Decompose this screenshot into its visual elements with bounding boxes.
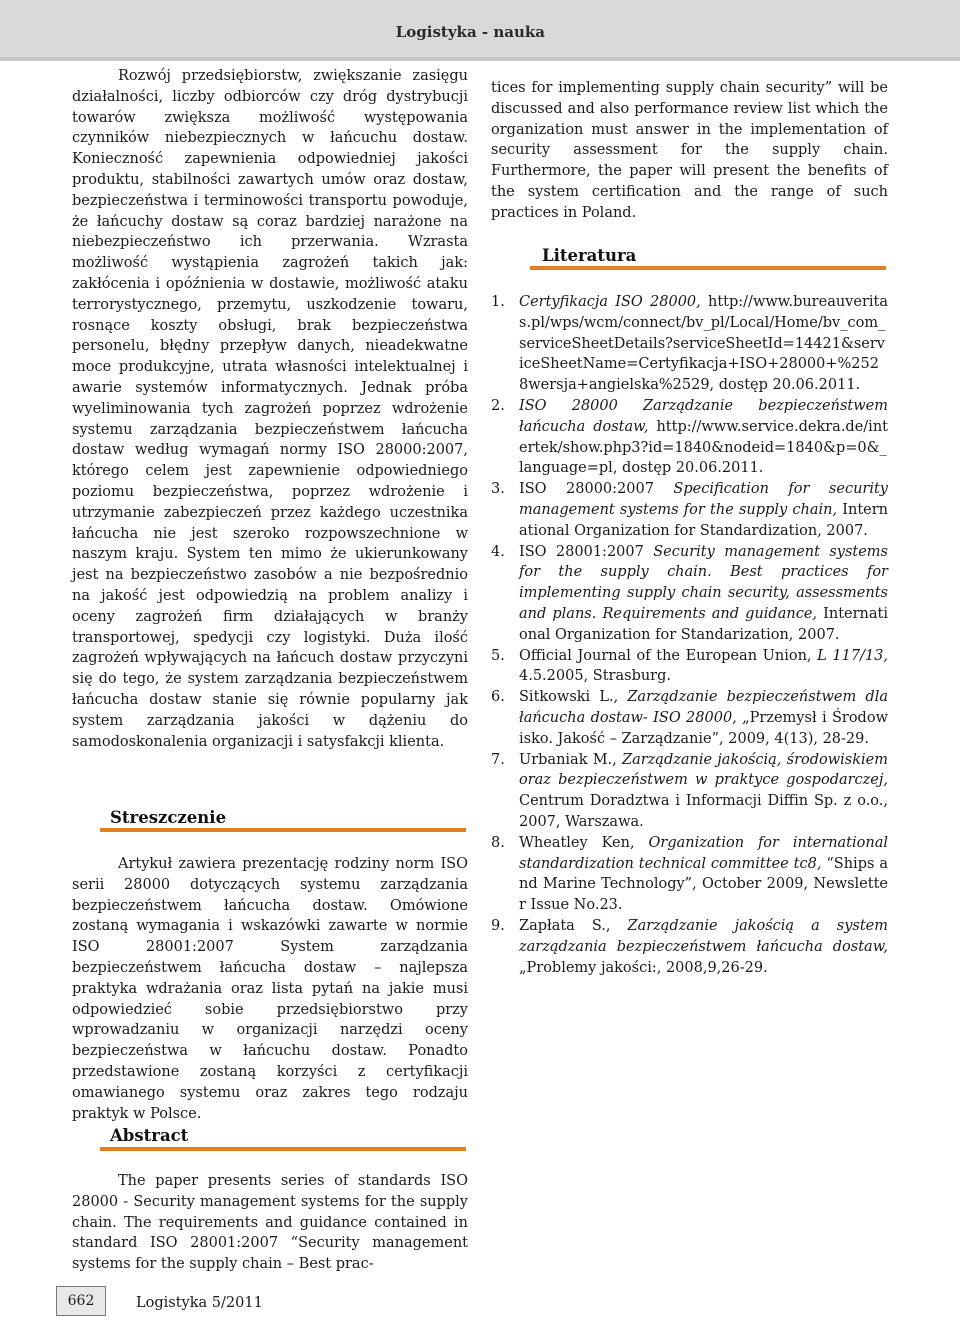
references-list — [491, 292, 888, 978]
reference-author: Official Journal of the European Union, — [519, 647, 818, 664]
reference-author: Sitkowski L., — [519, 689, 628, 706]
reference-details: 4.5.2005, Strasburg. — [519, 668, 672, 685]
reference-author: Wheatley Ken, — [519, 834, 649, 851]
reference-number: 4. — [491, 543, 505, 560]
streszczenie-heading: Streszczenie — [110, 808, 227, 827]
reference-author: ISO 28001:2007 — [519, 543, 654, 560]
reference-author: Urbaniak M., — [519, 751, 623, 768]
reference-title: L 117/13, — [817, 647, 889, 664]
reference-title: Zarządzanie bezpieczeństwem dla łańcucha dostaw- ISO 28000, — [519, 689, 888, 726]
reference-title: Organization for international standardization technical committee tc8, — [519, 834, 888, 872]
reference-number: 8. — [491, 834, 505, 851]
reference-details: „Problemy jakości:, 2008,9,26-29. — [519, 959, 768, 976]
reference-title: Specification for security management systems for the supply chain, — [519, 481, 888, 518]
streszczenie-block — [72, 854, 468, 1124]
reference-details: Centrum Doradztwa i Informacji Diffin Sp. z o.o., 2007, Warszawa. — [519, 793, 888, 830]
reference-number: 7. — [491, 751, 505, 768]
reference-number: 6. — [491, 689, 505, 706]
reference-item — [491, 479, 888, 541]
abstract-block — [72, 1171, 468, 1275]
abstract-continued: tices for implementing supply chain security” will be discussed and also performance review list which the organization must answer in the implementation of security assessment for the supply chain. Furthermore, the paper will present the benefits of the system certification and the range of such practices in Poland. — [491, 80, 888, 221]
running-header-title: Logistyka - nauka — [395, 23, 545, 41]
reference-title: Certyfikacja ISO 28000, — [519, 294, 701, 310]
reference-number: 5. — [491, 647, 505, 664]
reference-title: ISO 28000 Zarządzanie bezpieczeństwem łańcucha dostaw, — [519, 397, 888, 435]
abstract-text: The paper presents series of standards ISO 28000 - Security management systems for the supply chain. The requirements and guidance contained in standard ISO 28001:2007 “Security management systems for the supply chain – Best prac- — [72, 1173, 468, 1273]
streszczenie-text: Artykuł zawiera prezentację rodziny norm ISO serii 28000 dotyczących systemu zarządzania bezpieczeństwem łańcucha dostaw. Omówione zostaną wymagania i wskazówki zawarte w normie ISO 28001:2007 System zarządzania bezpieczeństwem łańcucha dostaw – najlepsza praktyka wdrażania oraz lista pytań na jakie musi odpowiedzieć sobie przedsiębiorstwo przy wprowadzaniu w organizacji narzędzi oceny bezpieczeństwa w łańcuchu dostaw. Ponadto przedstawione zostaną korzyści z certyfikacji omawianego systemu oraz zakres tego rodzaju praktyk w Polsce. — [72, 856, 468, 1122]
page-number: 662 — [67, 1293, 95, 1309]
reference-title: Security management systems for the supply chain. Best practices for implementing supply chain security, assessments and plans. Requirements and guidance, — [519, 543, 888, 622]
reference-title: Zarządzanie jakością a system zarządzania bezpieczeństwem łańcucha dostaw, — [519, 917, 888, 955]
reference-item — [491, 916, 888, 978]
right-column — [491, 78, 888, 224]
reference-details: “Ships and Marine Technology”, October 2009, Newsletter Issue No.23. — [519, 855, 888, 914]
reference-item — [491, 542, 888, 646]
reference-details: International Organization for Standardization, 2007. — [519, 501, 889, 539]
footer-journal: Logistyka 5/2011 — [136, 1295, 263, 1311]
reference-number: 1. — [491, 294, 505, 310]
reference-number: 3. — [491, 481, 505, 498]
literatura-rule — [530, 266, 886, 270]
intro-paragraph: Rozwój przedsiębiorstw, zwiększanie zasięgu działalności, liczby odbiorców czy dróg dystrybucji towarów zwiększa możliwość występowania czynników niebezpiecznych w łańcuchu dostaw. Konieczność zapewnienia odpowiedniej jakości produktu, stabilności zawartych umów oraz dostaw, bezpieczeństwa i terminowości transportu powoduje, że łańcuchy dostaw są coraz bardziej narażone na niebezpieczeństwo ich przerwania. Wzrasta możliwość wystąpienia zagrożeń takich jak: zakłócenia i opóźnienia w dostawie, możliwość ataku terrorystycznego, przemytu, uszkodzenie towaru, rosnące koszty obsługi, brak bezpieczeństwa personelu, błędny przepływ danych, nieadekwatne moce produkcyjne, utrata własności intelektualnej i awarie systemów informatycznych. Jednak próba wyeliminowania tych zagrożeń poprzez wdrożenie systemu zarządzania bezpieczeństwem łańcucha dostaw według wymagań normy ISO 28000:2007, którego celem jest zapewnienie odpowiedniego poziomu bezpieczeństwa, poprzez wdrożenie i utrzymanie zabezpieczeń przez każdego uczestnika łańcucha nie jest szeroko rozpowszechnione w naszym kraju. System ten mimo że ukierunkowany jest na bezpieczeństwo zasobów a nie bezpośrednio na jakość jest odpowiedzią na problem analizy i oceny zagrożeń firm działających w branży transportowej, spedycji czy logistyki. Duża ilość zagrożeń wpływających na łańcuch dostaw przyczyni się do tego, że system zarządzania bezpieczeństwem łańcucha dostaw stanie się równie popularny jak system zarządzania jakości w dążeniu do samodoskonalenia organizacji i satysfakcji klienta. — [72, 68, 468, 750]
reference-number: 2. — [491, 397, 505, 414]
streszczenie-rule — [100, 828, 466, 832]
reference-author: ISO 28000:2007 — [519, 481, 674, 498]
reference-item — [491, 646, 888, 688]
reference-details: „Przemysł i Środowisko. Jakość – Zarządzanie”, 2009, 4(13), 28-29. — [519, 709, 888, 747]
reference-title: Zarządzanie jakością, środowiskiem oraz bezpieczeństwem w praktyce gospodarczej, — [519, 751, 888, 789]
references-block — [491, 292, 888, 978]
reference-details: http://www.bureauveritas.pl/wps/wcm/connect/bv_pl/Local/Home/bv_com_serviceSheetDetails?serviceSheetId=14421&serviceSheetName=Certyfikacja+ISO+28000+%2528wersja+angielska%2529, dostęp 20.06.2011. — [519, 294, 888, 394]
abstract-rule — [100, 1147, 466, 1151]
page-number-box — [56, 1286, 106, 1316]
reference-item — [491, 750, 888, 833]
left-column — [72, 66, 468, 752]
header-bar — [0, 0, 960, 61]
reference-item — [491, 833, 888, 916]
reference-details: http://www.service.dekra.de/intertek/show.php3?id=1840&nodeid=1840&p=0&_language=pl, dostęp 20.06.2011. — [519, 418, 888, 477]
reference-details: International Organization for Standarization, 2007. — [519, 605, 888, 643]
reference-author: Zapłata S., — [519, 917, 628, 934]
reference-item — [491, 292, 888, 396]
reference-number: 9. — [491, 917, 505, 934]
abstract-heading: Abstract — [110, 1126, 189, 1145]
literatura-heading: Literatura — [542, 246, 637, 265]
reference-item — [491, 687, 888, 749]
reference-item — [491, 396, 888, 479]
